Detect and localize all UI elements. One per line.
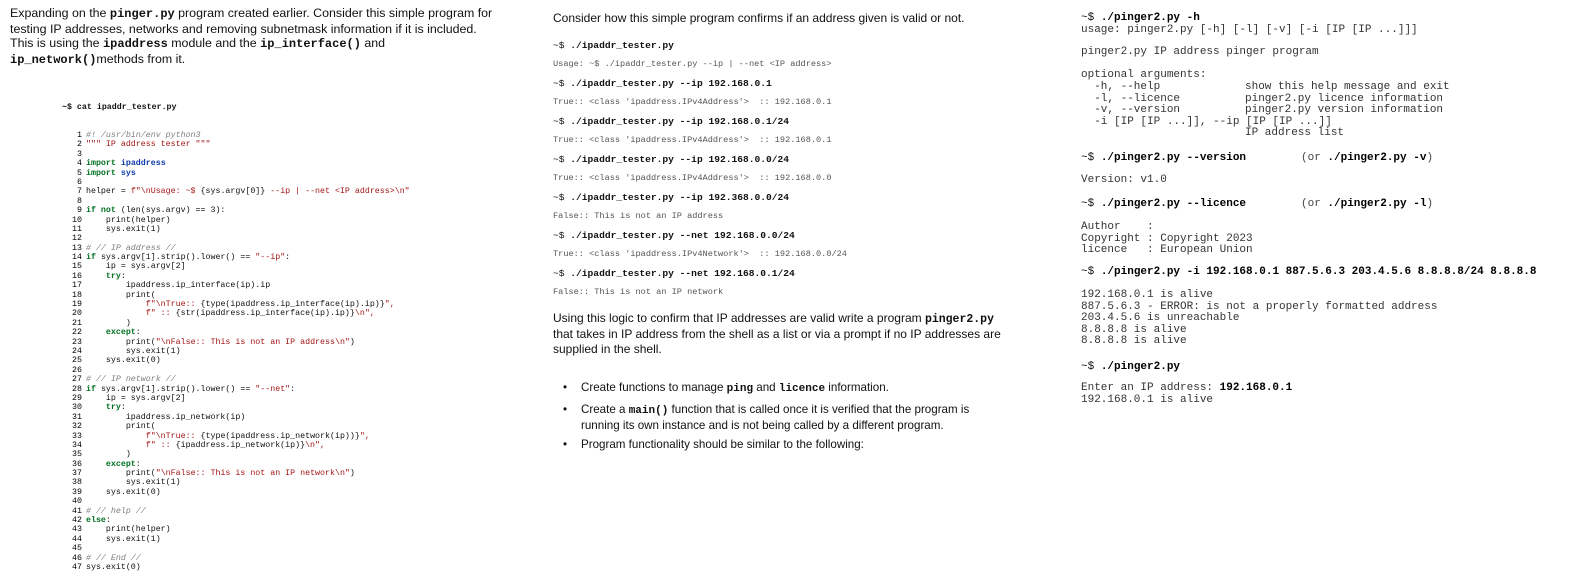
ping-result-line: 192.168.0.1 is alive xyxy=(1081,289,1214,301)
code-token: {type(ipaddress.ip_interface(ip).ip)} xyxy=(200,300,385,310)
code-token: print(helper) xyxy=(86,525,171,535)
inline-code: pinger2.py xyxy=(924,313,994,326)
code-line xyxy=(62,338,410,347)
code-token: ) xyxy=(86,318,131,328)
example-output: True:: <class 'ipaddress.IPv4Address'> :: 192.168.0.0 xyxy=(553,173,832,183)
code-line xyxy=(62,309,410,318)
code-line xyxy=(62,131,410,140)
licence-line: Copyright : Copyright 2023 xyxy=(1081,232,1253,245)
code-token: if not xyxy=(86,206,116,216)
code-token: ipaddress xyxy=(120,159,166,169)
line-number: 46 xyxy=(72,553,82,563)
bullet-dot-icon: • xyxy=(563,381,568,394)
inline-code: ip_network() xyxy=(10,52,97,67)
code-token: "\nFalse:: This is not an IP address\n" xyxy=(155,337,350,347)
code-token: \n", xyxy=(305,440,325,450)
code-token: {ipaddress.ip_network(ip)} xyxy=(175,440,306,450)
code-token: {sys.argv[0]} xyxy=(200,187,266,197)
line-number: 45 xyxy=(72,544,82,554)
line-number: 8 xyxy=(77,196,82,206)
inline-code: main() xyxy=(628,405,669,417)
line-number: 21 xyxy=(72,318,82,328)
line-number: 15 xyxy=(72,262,82,272)
ping-result-line: 203.4.5.6 is unreachable xyxy=(1081,312,1240,325)
code-token: #! /usr/bin/env python3 xyxy=(86,131,201,141)
code-line xyxy=(62,460,410,469)
code-token: else xyxy=(86,516,106,526)
code-token: {type(ipaddress.ip_network(ip))} xyxy=(200,431,360,441)
option-description: show this help message and exit xyxy=(1245,81,1450,93)
code-token: print( xyxy=(86,337,156,347)
code-line xyxy=(62,319,410,328)
code-token: f"\nUsage: ~$ xyxy=(130,187,201,197)
code-token: ", xyxy=(359,431,370,441)
line-number: 34 xyxy=(72,440,82,450)
inline-code: ipaddress xyxy=(102,37,168,51)
code-token: f"\nTrue:: xyxy=(86,431,201,441)
inline-code: licence xyxy=(778,383,826,395)
option-ip-line: -i [IP [IP ...]], --ip [IP [IP ...]] xyxy=(1081,116,1332,128)
bullet-item xyxy=(563,438,1011,453)
code-token: sys.exit(1) xyxy=(86,534,161,544)
example-output: True:: <class 'ipaddress.IPv4Address'> :: 192.168.0.1 xyxy=(553,135,832,145)
text-run: Create functions to manage xyxy=(581,381,727,394)
code-token: ipaddress.ip_interface(ip).ip xyxy=(86,281,271,291)
code-line xyxy=(62,281,410,290)
line-number: 41 xyxy=(72,506,82,516)
text-run: module and the xyxy=(167,36,261,50)
version-command: ~$ ./pinger2.py --version xyxy=(1081,152,1247,164)
code-token: : xyxy=(120,271,126,281)
text-run: function that is called once it is verified that the program is running its own instance and is not being called by a different program. xyxy=(581,403,970,432)
code-token: print(helper) xyxy=(86,215,171,225)
line-number: 29 xyxy=(72,393,82,403)
ping-result-line: 8.8.8.8 is alive xyxy=(1081,335,1187,348)
line-number: 31 xyxy=(72,412,82,422)
code-token: (len(sys.argv) == 3): xyxy=(115,206,226,216)
ip-command: ~$ ./pinger2.py -i 192.168.0.1 887.5.6.3 203.4.5.6 8.8.8.8/24 8.8.8.8 xyxy=(1081,266,1537,278)
code-token: \n", xyxy=(354,309,375,319)
code-token: : xyxy=(120,403,126,413)
code-token: "\nFalse:: This is not an IP network\n" xyxy=(155,469,350,479)
code-token: f"\nTrue:: xyxy=(86,300,201,310)
code-token: : xyxy=(285,253,291,263)
code-token: sys.exit(1) xyxy=(86,478,181,488)
licence-output xyxy=(1081,222,1253,257)
option-ip-desc: IP address list xyxy=(1245,127,1345,139)
code-token: ", xyxy=(384,300,395,310)
version-alt: (or ./pinger2.py -v) xyxy=(1301,152,1434,164)
code-line xyxy=(62,507,410,516)
line-number: 6 xyxy=(77,177,82,187)
line-number: 26 xyxy=(72,365,82,375)
code-token: # // End // xyxy=(86,553,141,563)
usage-line: usage: pinger2.py [-h] [-l] [-v] [-i [IP [IP ...]]] xyxy=(1081,24,1418,36)
code-token: sys.exit(0) xyxy=(86,487,161,497)
line-number: 19 xyxy=(72,300,82,310)
inline-code: ip_interface() xyxy=(260,37,361,51)
line-number: 20 xyxy=(72,309,82,319)
text-run: Create a xyxy=(581,403,629,416)
line-number: 47 xyxy=(72,562,82,572)
line-number: 33 xyxy=(72,431,82,441)
licence-command: ~$ ./pinger2.py --licence xyxy=(1081,198,1247,210)
code-token: sys xyxy=(120,168,136,178)
line-number: 4 xyxy=(77,159,82,169)
column-intro xyxy=(10,0,500,67)
line-number: 16 xyxy=(72,271,82,281)
line-number: 10 xyxy=(72,215,82,225)
code-line xyxy=(62,347,410,356)
code-line xyxy=(62,291,410,300)
line-number: 17 xyxy=(72,281,82,291)
line-number: 11 xyxy=(72,224,82,234)
code-line xyxy=(62,197,410,206)
example-command: ~$ ./ipaddr_tester.py --ip 192.168.0.1/24 xyxy=(553,116,790,127)
text-run: and xyxy=(360,36,386,50)
line-number: 2 xyxy=(77,140,82,150)
line-number: 23 xyxy=(72,337,82,347)
code-line xyxy=(62,356,410,365)
text-run: methods from it. xyxy=(96,51,186,66)
code-line xyxy=(62,441,410,450)
bullet-dot-icon: • xyxy=(563,403,568,416)
text-run: Using this logic to confirm that IP addresses are valid write a program xyxy=(553,311,925,325)
code-token: sys.argv[1].strip().lower() == xyxy=(95,384,256,394)
code-line xyxy=(62,178,410,187)
line-number: 38 xyxy=(72,478,82,488)
prompt-output: 192.168.0.1 is alive xyxy=(1081,394,1214,406)
code-line xyxy=(62,262,410,271)
line-number: 35 xyxy=(72,450,82,460)
code-line xyxy=(62,169,410,178)
code-token: ) xyxy=(86,450,131,460)
code-line xyxy=(62,366,410,375)
code-token: print( xyxy=(86,422,156,432)
code-line xyxy=(62,544,410,553)
code-line xyxy=(62,478,410,487)
code-line xyxy=(62,422,410,431)
line-number: 30 xyxy=(72,403,82,413)
example-command: ~$ ./ipaddr_tester.py --net 192.168.0.1/24 xyxy=(553,268,795,279)
code-token: sys.exit(0) xyxy=(86,356,161,366)
code-token: print( xyxy=(86,290,156,300)
line-number: 37 xyxy=(72,469,82,479)
code-listing xyxy=(62,84,410,582)
version-output: Version: v1.0 xyxy=(1081,174,1167,186)
code-token: f" :: xyxy=(86,440,176,450)
prompt-command: ~$ ./pinger2.py xyxy=(1081,361,1181,373)
text-run: program created earlier. Consider this simple program for testing IP addresses, networks and removing subnetmask information if it is included. This is using the xyxy=(10,6,493,50)
code-token: print( xyxy=(86,469,156,479)
line-number: 25 xyxy=(72,356,82,366)
code-token: sys.argv[1].strip().lower() == xyxy=(95,253,256,263)
code-token: "--ip" xyxy=(255,253,286,263)
text-run: information. xyxy=(825,381,889,394)
line-number: 7 xyxy=(77,187,82,197)
code-token: # // help // xyxy=(86,506,146,516)
code-token: """ IP address tester """ xyxy=(86,140,211,150)
code-token: sys.exit(0) xyxy=(86,562,141,572)
column-expected-output xyxy=(1081,0,1563,533)
code-line xyxy=(62,385,410,394)
line-number: 14 xyxy=(72,253,82,263)
code-token: f" :: xyxy=(86,309,176,319)
line-number: 44 xyxy=(72,534,82,544)
example-output: False:: This is not an IP network xyxy=(553,287,724,297)
task-bullet-list xyxy=(553,0,1013,533)
code-token: : xyxy=(105,516,111,526)
code-line xyxy=(62,535,410,544)
code-token: sys.exit(1) xyxy=(86,347,181,356)
line-number: 13 xyxy=(72,243,82,253)
line-number: 12 xyxy=(72,234,82,244)
code-line xyxy=(62,206,410,215)
option-flag: -h, --help xyxy=(1081,81,1161,93)
example-command: ~$ ./ipaddr_tester.py --ip 192.168.0.1 xyxy=(553,78,772,89)
line-number: 3 xyxy=(77,149,82,159)
code-token: : xyxy=(135,328,141,338)
code-line xyxy=(62,488,410,497)
code-line xyxy=(62,403,410,412)
code-token: except xyxy=(86,459,136,469)
code-line xyxy=(62,328,410,337)
examples-heading: Consider how this simple program confirms if an address given is valid or not. xyxy=(553,11,965,25)
intro-paragraph xyxy=(10,6,500,67)
example-output: True:: <class 'ipaddress.IPv4Network'> :: 192.168.0.0/24 xyxy=(553,249,847,259)
line-number: 42 xyxy=(72,516,82,526)
code-token: # // IP address // xyxy=(86,243,176,253)
ping-result-line: 8.8.8.8 is alive xyxy=(1081,323,1187,336)
code-token: import xyxy=(86,168,116,178)
inline-code: pinger.py xyxy=(109,7,175,21)
code-token: : xyxy=(135,459,141,469)
example-output: False:: This is not an IP address xyxy=(553,211,724,221)
line-number: 1 xyxy=(77,131,82,141)
optional-arguments-header: optional arguments: xyxy=(1081,69,1207,81)
line-number: 28 xyxy=(72,384,82,394)
code-token: # // IP network // xyxy=(86,375,176,385)
example-command: ~$ ./ipaddr_tester.py --ip 192.168.0.0/24 xyxy=(553,154,790,165)
example-output: True:: <class 'ipaddress.IPv4Address'> :: 192.168.0.1 xyxy=(553,97,832,107)
line-number: 18 xyxy=(72,290,82,300)
line-number: 39 xyxy=(72,487,82,497)
code-line xyxy=(62,140,410,149)
code-line xyxy=(62,413,410,422)
code-token: sys.exit(1) xyxy=(86,224,161,234)
code-line xyxy=(62,234,410,243)
code-line xyxy=(62,187,410,196)
text-run: that takes in IP address from the shell as a list or via a prompt if no IP addresses are supplied in the shell. xyxy=(553,327,1001,356)
line-number: 40 xyxy=(72,497,82,507)
code-line xyxy=(62,432,410,441)
inline-code: ping xyxy=(726,383,754,395)
code-line xyxy=(62,516,410,525)
example-command: ~$ ./ipaddr_tester.py xyxy=(553,40,674,51)
code-line xyxy=(62,450,410,459)
code-token: ip = sys.argv[2] xyxy=(86,262,186,272)
text-run: and xyxy=(753,381,779,394)
code-command: ~$ cat ipaddr_tester.py xyxy=(62,102,177,112)
code-token: ) xyxy=(349,337,355,347)
code-token: if xyxy=(86,384,96,394)
help-command: ~$ ./pinger2.py -h xyxy=(1081,12,1200,24)
line-number: 22 xyxy=(72,328,82,338)
code-line xyxy=(62,216,410,225)
example-command: ~$ ./ipaddr_tester.py --ip 192.368.0.0/24 xyxy=(553,192,790,203)
code-line xyxy=(62,563,410,572)
line-number: 27 xyxy=(72,375,82,385)
example-command: ~$ ./ipaddr_tester.py --net 192.168.0.0/24 xyxy=(553,230,795,241)
code-token: {str(ipaddress.ip_interface(ip).ip)} xyxy=(175,309,355,319)
prompt-line: Enter an IP address: 192.168.0.1 xyxy=(1081,382,1293,394)
ip-output xyxy=(1081,290,1437,348)
code-token: "--net" xyxy=(255,384,291,394)
line-number: 43 xyxy=(72,525,82,535)
code-token: ip = sys.argv[2] xyxy=(86,393,186,403)
code-line xyxy=(62,244,410,253)
code-token: --ip | --net <IP address>\n" xyxy=(265,187,410,197)
ping-result-line: 887.5.6.3 - ERROR: is not a properly formatted address xyxy=(1081,300,1438,313)
line-number: 9 xyxy=(77,206,82,216)
code-token: try xyxy=(86,403,121,413)
code-token: ) xyxy=(349,469,355,479)
code-line xyxy=(62,525,410,534)
code-token: if xyxy=(86,253,96,263)
code-token: except xyxy=(86,328,136,338)
line-number: 24 xyxy=(72,347,82,356)
code-token: import xyxy=(86,159,116,169)
licence-line: licence : European Union xyxy=(1081,244,1253,257)
text-run: Expanding on the xyxy=(10,6,110,20)
bullet-dot-icon: • xyxy=(563,438,568,451)
code-line xyxy=(62,159,410,168)
code-line xyxy=(62,225,410,234)
example-output: Usage: ~$ ./ipaddr_tester.py --ip | --net <IP address> xyxy=(553,59,832,69)
code-line xyxy=(62,554,410,563)
code-line xyxy=(62,375,410,384)
code-line xyxy=(62,272,410,281)
code-line xyxy=(62,150,410,159)
line-number: 32 xyxy=(72,422,82,432)
licence-line: Author : xyxy=(1081,221,1154,233)
line-number: 36 xyxy=(72,459,82,469)
code-token: helper = xyxy=(86,187,131,197)
code-token: try xyxy=(86,271,121,281)
bullet-item xyxy=(563,403,1011,433)
code-token: : xyxy=(290,384,296,394)
bullet-item xyxy=(563,381,1011,397)
code-token: ipaddress.ip_network(ip) xyxy=(86,412,246,422)
option-flag: -l, --licence xyxy=(1081,92,1181,105)
text-run: Program functionality should be similar to the following: xyxy=(581,438,864,451)
licence-alt: (or ./pinger2.py -l) xyxy=(1301,198,1434,210)
code-line xyxy=(62,497,410,506)
option-description: pinger2.py licence information xyxy=(1245,92,1444,105)
program-description: pinger2.py IP address pinger program xyxy=(1081,46,1319,58)
option-flag: -v, --version xyxy=(1081,104,1181,117)
line-number: 5 xyxy=(77,168,82,178)
code-line xyxy=(62,394,410,403)
option-description: pinger2.py version information xyxy=(1245,104,1444,117)
